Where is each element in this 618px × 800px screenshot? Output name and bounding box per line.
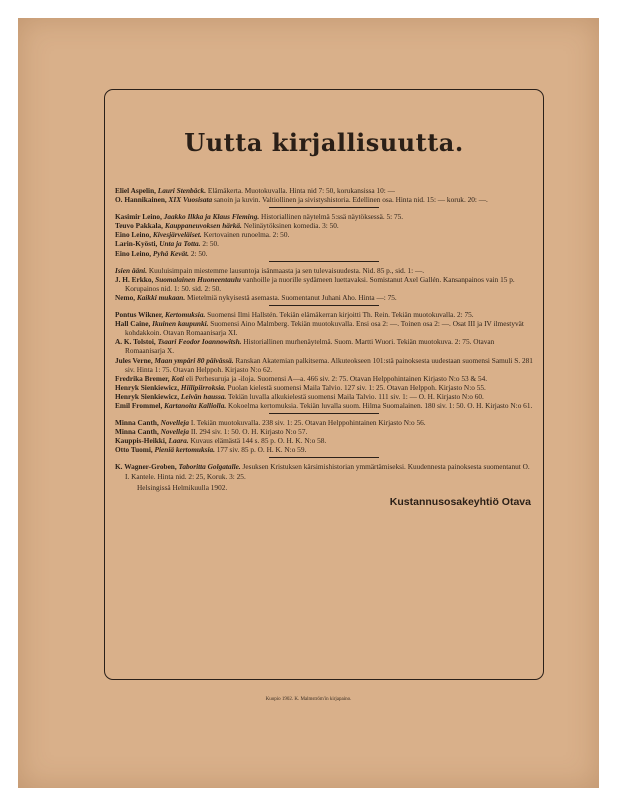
list-item: Isien ääni. Kuuluisimpain miestemme lausuntoja isänmaasta ja sen tulevaisuudesta. Nid. 85 p., sid. 1: —. xyxy=(115,265,425,275)
list-item: Fredrika Bremer, Koti eli Perhesuruja ja -iloja. Suomensi A—a. 466 siv. 2: 75. Otavan Helppohintainen Kirjasto N:o 53 & 54. xyxy=(115,373,488,383)
list-item: Emil Frommel, Kartanoita Kalliolla. Kokoelma kertomuksia. Tekiän luvalla suom. Hilma Suomalainen. 180 siv. 1: 50. O. H. Kirjasto N:o 61. xyxy=(115,400,533,410)
list-item: Eino Leino, Kivesjärveläiset. Kertovainen runoelma. 2: 50. xyxy=(115,230,290,240)
divider xyxy=(269,413,379,414)
list-item: Eliel Aspelin, Lauri Stenbäck. Elämäkerta. Muotokuvalla. Hinta nid 7: 50, korukansissa 10: — xyxy=(115,186,395,195)
list-item: K. Wagner-Groben, Taboritta Golgatalle. Jesuksen Kristuksen kärsimishistorian ymmärtämiseksi. Kuudennesta painoksesta suomentanut O. I. Kantele. Hinta nid. 2: 25, Koruk. 3: 25. xyxy=(115,462,530,481)
list-item: A. K. Tolstoi, Tsaari Feodor Ioannowitsh. Historiallinen murhenäytelmä. Suom. Martti Wuori. Tekiän muotokuva. 2: 75. Otavan Romaanisarja X. xyxy=(115,337,495,356)
list-item: Pontus Wikner, Kertomuksia. Suomensi Ilmi Hallstén. Tekiän elämäkerran kirjoitti Th. Rein. Tekiän muotokuvalla. 2: 75. xyxy=(115,310,474,320)
list-item: Eino Leino, Pyhä Kevät. 2: 50. xyxy=(115,248,208,258)
printer-imprint: Kuopio 1902. K. Malmström'in kirjapaino. xyxy=(265,697,352,702)
paper-page xyxy=(18,18,599,788)
list-item: Henryk Sienkiewicz, Hiilipiirroksia. Puolan kielestä suomensi Maila Talvio. 127 siv. 1: 25. Otavan Helppoh. Kirjasto N:o 55. xyxy=(115,382,486,392)
book-list xyxy=(115,186,533,507)
list-item: Kasimir Leino, Jaakko Ilkka ja Klaus Fleming. Historiallinen näytelmä 5:ssä näytöksessä. 5: 75. xyxy=(115,212,404,222)
divider xyxy=(269,457,379,458)
page-title: Uutta kirjallisuutta. xyxy=(184,128,464,157)
location-date: Helsingissä Helmikuulla 1902. xyxy=(137,482,228,492)
list-item: Otto Tuomi, Pieniä kertomuksia. 177 siv. 85 p. O. H. K. N:o 59. xyxy=(115,445,307,455)
divider xyxy=(269,261,379,262)
list-item: Henryk Sienkiewicz, Leivän haussa. Tekiän luvalla alkukielestä suomensi Maila Talvio. 111 siv. 1: — O. H. Kirjasto N:o 60. xyxy=(115,391,484,401)
divider xyxy=(269,305,379,306)
list-item: O. Hannikainen, XIX Vuosisata sanoin ja kuvin. Valtiollinen ja sivistyshistoria. Edellinen osa. Hinta nid. 15: — koruk. 20: —. xyxy=(115,195,488,205)
advertisement-frame xyxy=(104,89,544,680)
publisher-name: Kustannusosakeyhtiö Otava xyxy=(389,495,531,508)
divider xyxy=(269,207,379,208)
list-item: Minna Canth, Novelleja II. 294 siv. 1: 50. O. H. Kirjasto N:o 57. xyxy=(115,427,308,437)
list-item: Kauppis-Heikki, Laara. Kuvaus elämästä 144 s. 85 p. O. H. K. N:o 58. xyxy=(115,436,327,446)
list-item: Hall Caine, Ikuinen kaupunki. Suomensi Aino Malmberg. Tekiän muotokuvalla. Ensi osa 2: —. Toinen osa 2: —. Osat III ja IV ilmestyvät kohdakkoin. Otavan Romaanisarja XI. xyxy=(115,319,524,338)
list-item: Larin-Kyösti, Unta ja Totta. 2: 50. xyxy=(115,239,219,249)
list-item: Nemo, Kaikki mukaan. Mietelmiä nykyisestä asemasta. Suomentanut Juhani Aho. Hinta —: 75. xyxy=(115,292,397,302)
list-item: Minna Canth, Novelleja I. Tekiän muotokuvalla. 238 siv. 1: 25. Otavan Helppohintainen Kirjasto N:o 56. xyxy=(115,418,426,428)
list-item: Jules Verne, Maan ympäri 80 päivässä. Ranskan Akatemian palkitsema. Alkuteokseen 101:stä painoksesta uudestaan suomensi Samuli S. 281 siv. Hinta 1: 75. Otavan Helppoh. Kirjasto N:o 62. xyxy=(115,355,533,374)
list-item: Teuvo Pakkala, Kauppaneuvoksen härkä. Nelinäytöksinen komedia. 3: 50. xyxy=(115,221,339,231)
list-item: J. H. Erkko, Suomalainen Huoneentaulu vanhoille ja nuorille sydämeen luettavaksi. Somistanut Axel Gallén. Kansanpainos vain 15 p. Korupainos nid. 1: 50. sid. 2: 50. xyxy=(115,274,515,293)
